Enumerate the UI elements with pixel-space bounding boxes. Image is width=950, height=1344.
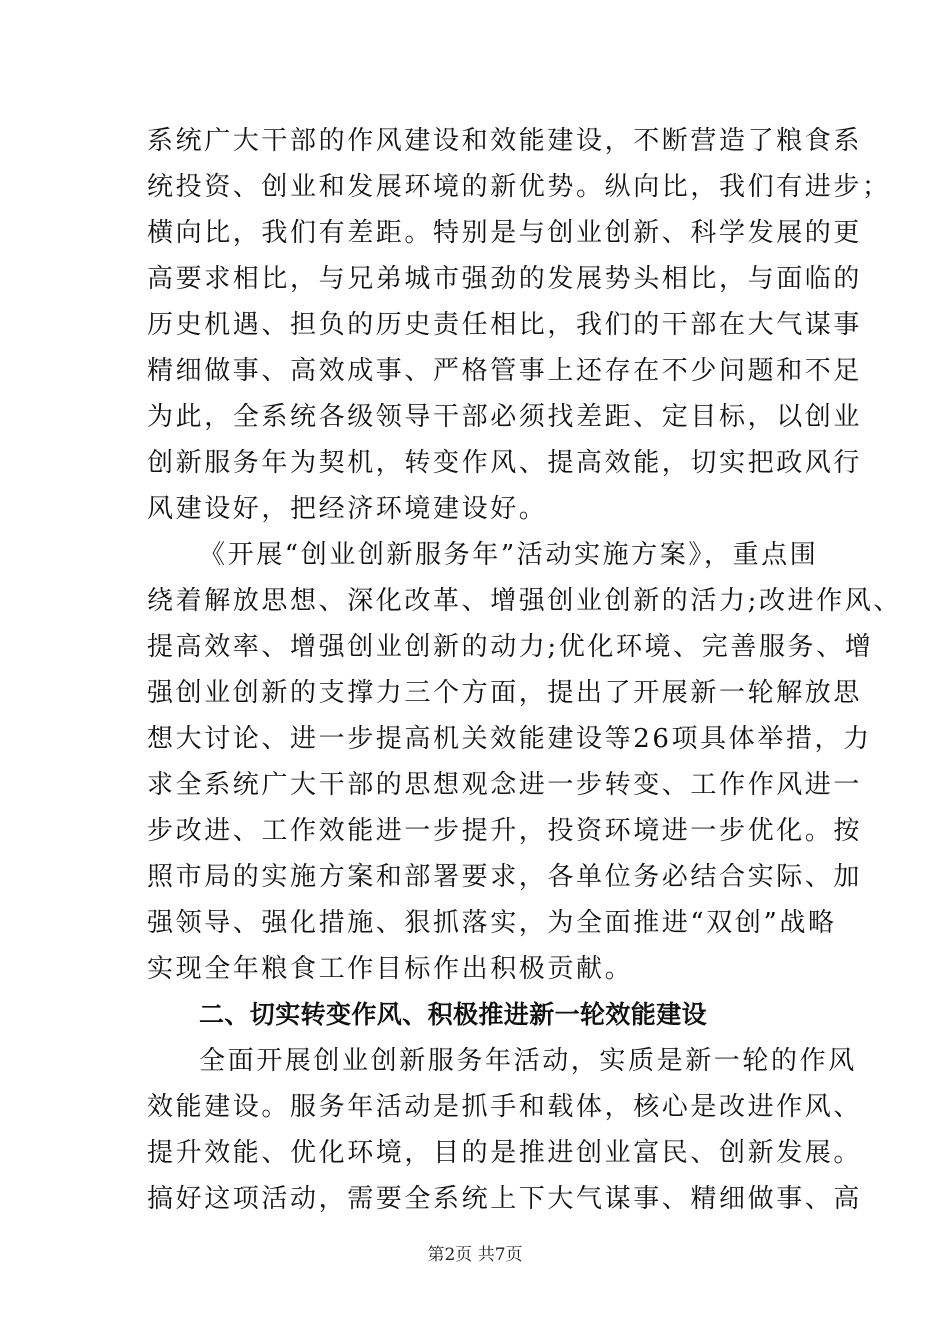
page-number-footer: 第2页 共7页 bbox=[427, 1245, 523, 1265]
text-line: 绕着解放思想、深化改革、增强创业创新的活力;改进作风、 bbox=[147, 586, 902, 616]
text-line: 横向比，我们有差距。特别是与创业创新、科学发展的更 bbox=[147, 218, 863, 248]
text-line: 步改进、工作效能进一步提升，投资环境进一步优化。按 bbox=[147, 816, 863, 846]
text-line: 高要求相比，与兄弟城市强劲的发展势头相比，与面临的 bbox=[147, 264, 863, 294]
text-line: 提高效率、增强创业创新的动力;优化环境、完善服务、增 bbox=[147, 632, 874, 662]
text-line: 系统广大干部的作风建设和效能建设，不断营造了粮食系 bbox=[147, 126, 863, 156]
text-line: 强创业创新的支撑力三个方面，提出了开展新一轮解放思 bbox=[147, 678, 863, 708]
text-line: 历史机遇、担负的历史责任相比，我们的干部在大气谋事 bbox=[147, 310, 863, 340]
text-line: 效能建设。服务年活动是抓手和载体，核心是改进作风、 bbox=[147, 1092, 863, 1122]
text-line: 创新服务年为契机，转变作风、提高效能，切实把政风行 bbox=[147, 448, 863, 478]
text-line: 为此，全系统各级领导干部必须找差距、定目标，以创业 bbox=[147, 402, 863, 432]
text-line: 想大讨论、进一步提高机关效能建设等26项具体举措，力 bbox=[147, 724, 872, 754]
text-line: 实现全年粮食工作目标作出积极贡献。 bbox=[147, 954, 634, 984]
text-line: 全面开展创业创新服务年活动，实质是新一轮的作风 bbox=[199, 1046, 857, 1076]
text-line: 搞好这项活动，需要全系统上下大气谋事、精细做事、高 bbox=[147, 1184, 863, 1214]
text-line: 统投资、创业和发展环境的新优势。纵向比，我们有进步； bbox=[147, 172, 891, 202]
text-line: 照市局的实施方案和部署要求，各单位务必结合实际、加 bbox=[147, 862, 863, 892]
section-heading: 二、切实转变作风、积极推进新一轮效能建设 bbox=[199, 1000, 708, 1029]
text-line: 提升效能、优化环境，目的是推进创业富民、创新发展。 bbox=[147, 1138, 863, 1168]
text-line: 《开展“创业创新服务年”活动实施方案》，重点围 bbox=[199, 540, 819, 570]
text-line: 求全系统广大干部的思想观念进一步转变、工作作风进一 bbox=[147, 770, 863, 800]
text-line: 强领导、强化措施、狠抓落实，为全面推进“双创”战略 bbox=[147, 908, 837, 938]
text-line: 风建设好，把经济环境建设好。 bbox=[147, 494, 548, 524]
text-line: 精细做事、高效成事、严格管事上还存在不少问题和不足 bbox=[147, 356, 863, 386]
